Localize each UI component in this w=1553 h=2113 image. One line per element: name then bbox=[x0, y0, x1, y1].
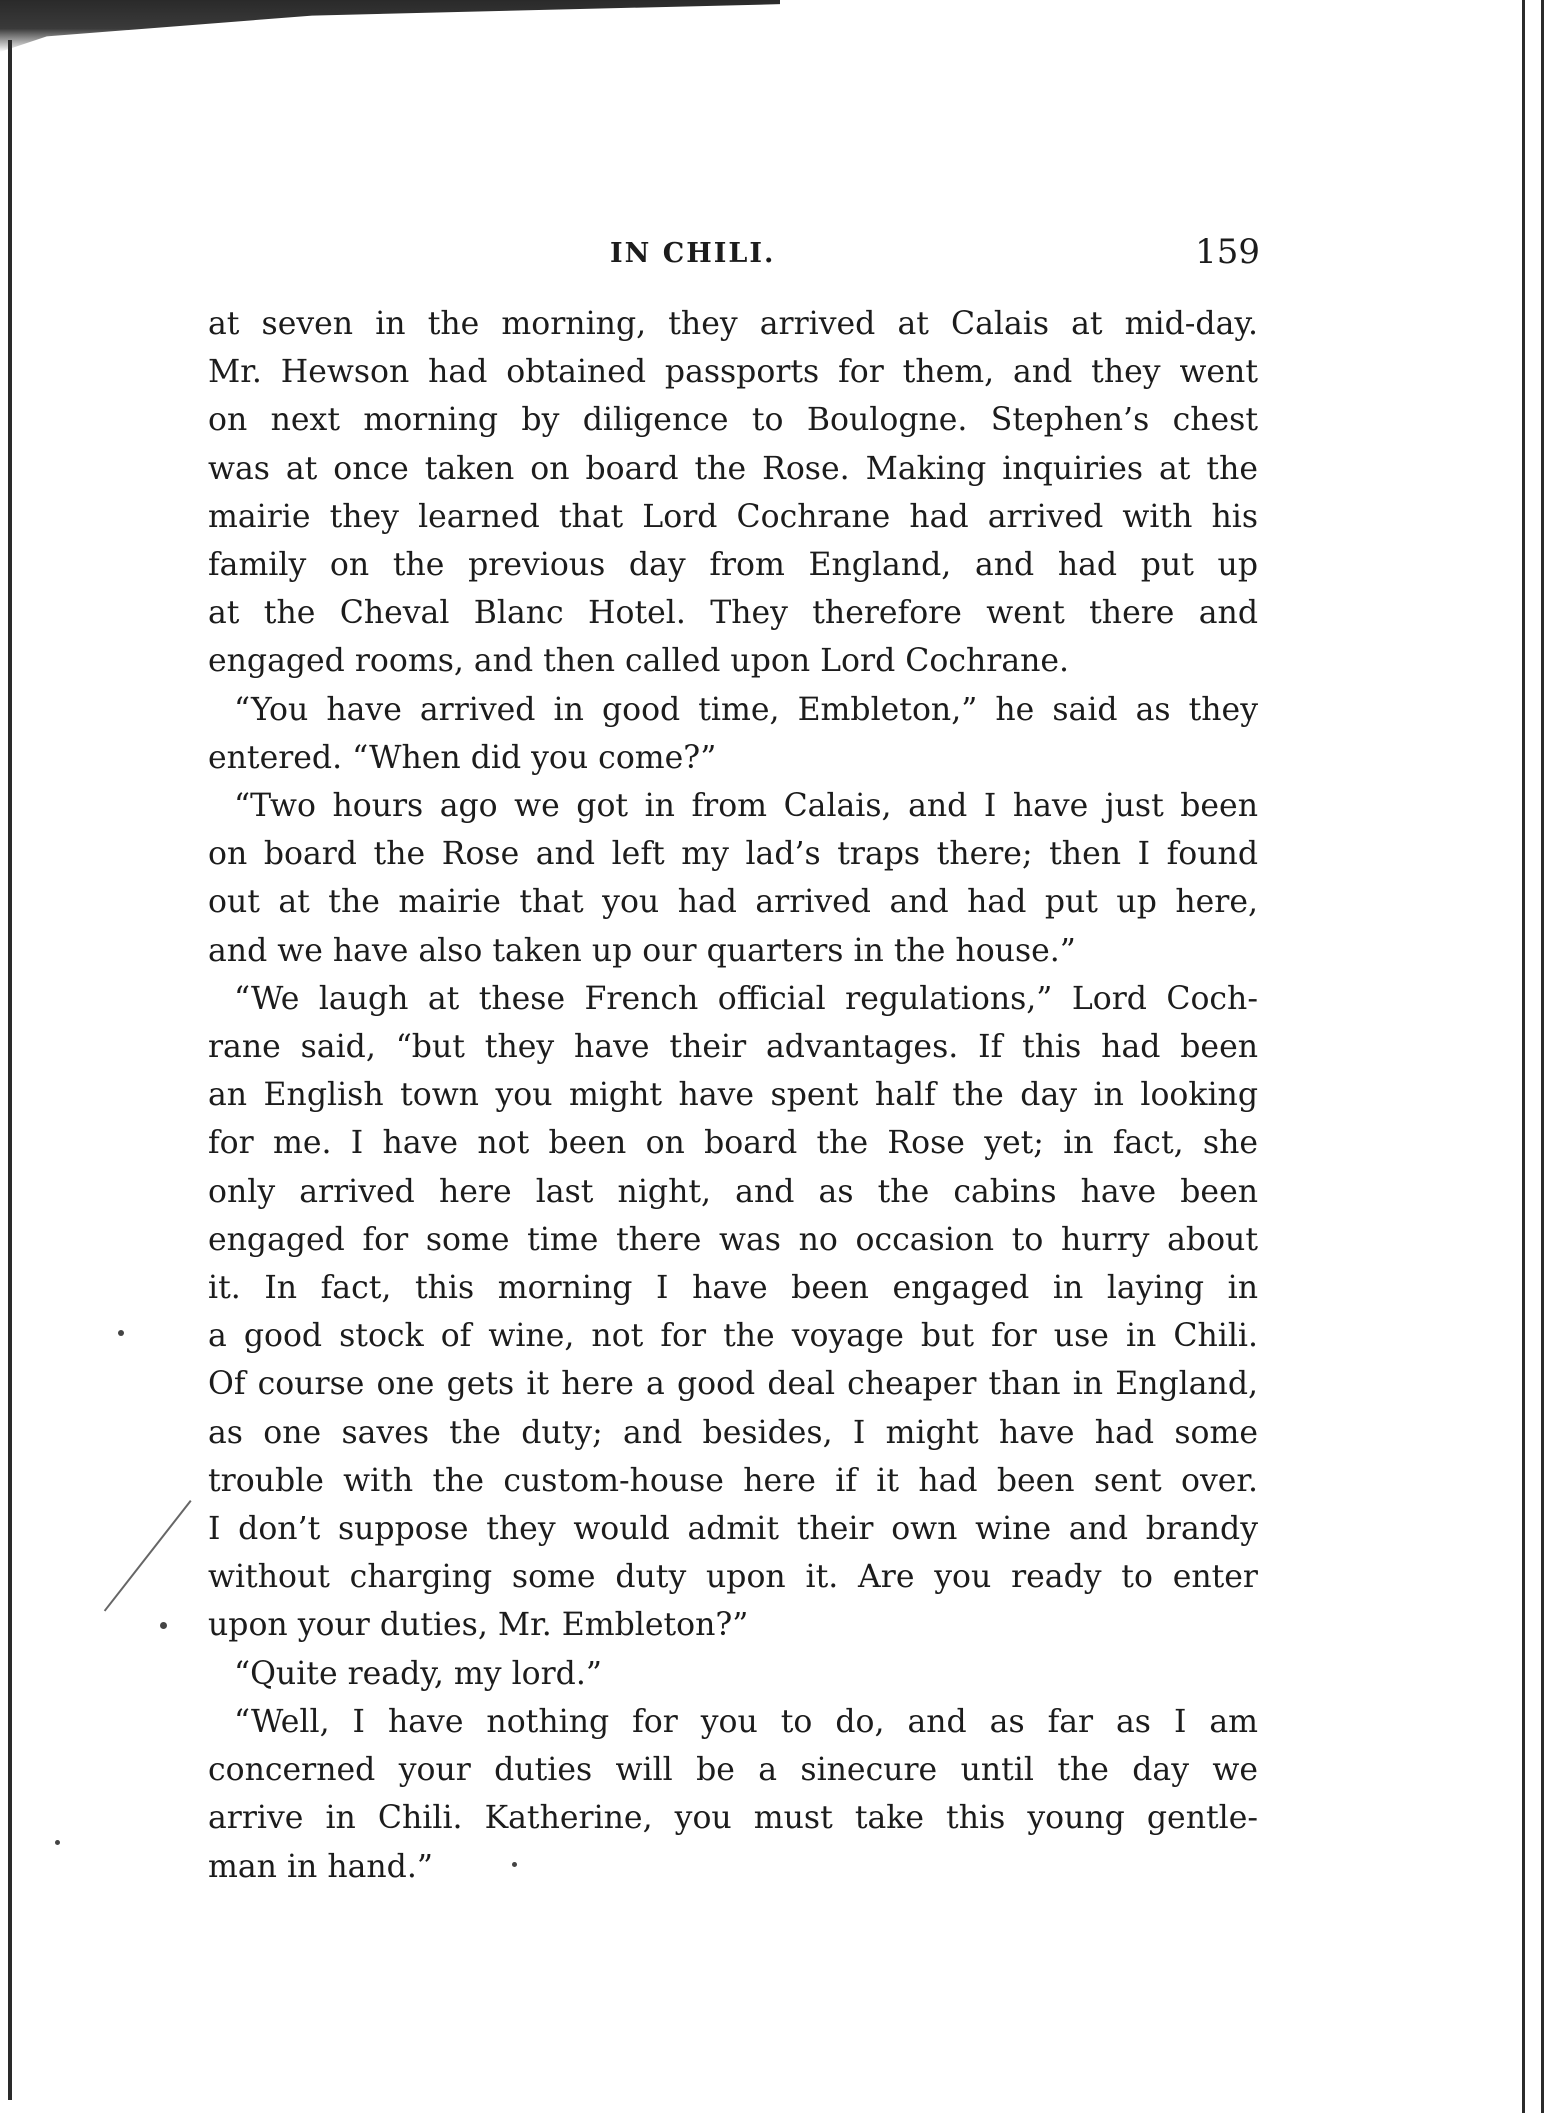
text-line: Mr. Hewson had obtained passports for them, and they went bbox=[208, 354, 1258, 391]
pencil-stroke-mark bbox=[104, 1500, 192, 1612]
text-line: was at once taken on board the Rose. Making inquiries at the bbox=[208, 450, 1258, 487]
text-line: out at the mairie that you had arrived and had put up here, bbox=[208, 884, 1258, 921]
text-line: a good stock of wine, not for the voyage but for use in Chili. bbox=[208, 1318, 1258, 1355]
text-line: “Two hours ago we got in from Calais, and I have just been bbox=[234, 788, 1258, 825]
text-line: it. In fact, this morning I have been engaged in laying in bbox=[208, 1270, 1258, 1307]
scan-speck bbox=[160, 1622, 167, 1629]
text-line: an English town you might have spent half the day in looking bbox=[208, 1077, 1258, 1114]
text-line: only arrived here last night, and as the cabins have been bbox=[208, 1173, 1258, 1210]
text-line: for me. I have not been on board the Rose yet; in fact, she bbox=[208, 1125, 1258, 1162]
scan-shadow-top-left bbox=[0, 0, 780, 52]
text-line: I don’t suppose they would admit their own wine and brandy bbox=[208, 1511, 1258, 1548]
text-line: arrive in Chili. Katherine, you must take this young gentle- bbox=[208, 1800, 1258, 1837]
text-line: as one saves the duty; and besides, I might have had some bbox=[208, 1414, 1258, 1451]
scan-edge-right-outer bbox=[1541, 0, 1544, 2113]
running-head: IN CHILI. bbox=[610, 238, 776, 269]
text-line: on next morning by diligence to Boulogne. Stephen’s chest bbox=[208, 402, 1258, 439]
text-line: at seven in the morning, they arrived at Calais at mid-day. bbox=[208, 306, 1258, 342]
text-line: “You have arrived in good time, Embleton,” he said as they bbox=[234, 691, 1258, 728]
text-line: “Well, I have nothing for you to do, and as far as I am bbox=[234, 1703, 1258, 1740]
text-line: upon your duties, Mr. Embleton?” bbox=[208, 1607, 749, 1644]
scan-speck bbox=[118, 1330, 124, 1336]
text-line: concerned your duties will be a sinecure until the day we bbox=[208, 1752, 1258, 1789]
text-line: Of course one gets it here a good deal cheaper than in England, bbox=[208, 1366, 1258, 1403]
page-number: 159 bbox=[1195, 232, 1260, 272]
text-line: mairie they learned that Lord Cochrane had arrived with his bbox=[208, 498, 1258, 535]
text-line: “Quite ready, my lord.” bbox=[234, 1655, 602, 1692]
text-line: engaged rooms, and then called upon Lord Cochrane. bbox=[208, 643, 1070, 680]
page-header bbox=[210, 232, 1260, 284]
body-text bbox=[208, 300, 1258, 1891]
scan-speck bbox=[55, 1840, 60, 1845]
text-line: engaged for some time there was no occasion to hurry about bbox=[208, 1221, 1258, 1258]
text-line: trouble with the custom-house here if it had been sent over. bbox=[208, 1462, 1258, 1499]
text-line: man in hand.” bbox=[208, 1848, 433, 1885]
text-line: “We laugh at these French official regulations,” Lord Coch- bbox=[234, 980, 1258, 1017]
text-line: on board the Rose and left my lad’s traps there; then I found bbox=[208, 836, 1258, 873]
scan-edge-right-inner bbox=[1522, 0, 1525, 2113]
text-line: and we have also taken up our quarters in the house.” bbox=[208, 932, 1076, 969]
text-line: family on the previous day from England, and had put up bbox=[208, 547, 1258, 584]
text-line: entered. “When did you come?” bbox=[208, 739, 717, 776]
scan-edge-left bbox=[8, 40, 12, 2100]
text-line: at the Cheval Blanc Hotel. They therefore went there and bbox=[208, 595, 1258, 632]
text-line: rane said, “but they have their advantages. If this had been bbox=[208, 1029, 1258, 1066]
text-line: without charging some duty upon it. Are you ready to enter bbox=[208, 1559, 1258, 1596]
